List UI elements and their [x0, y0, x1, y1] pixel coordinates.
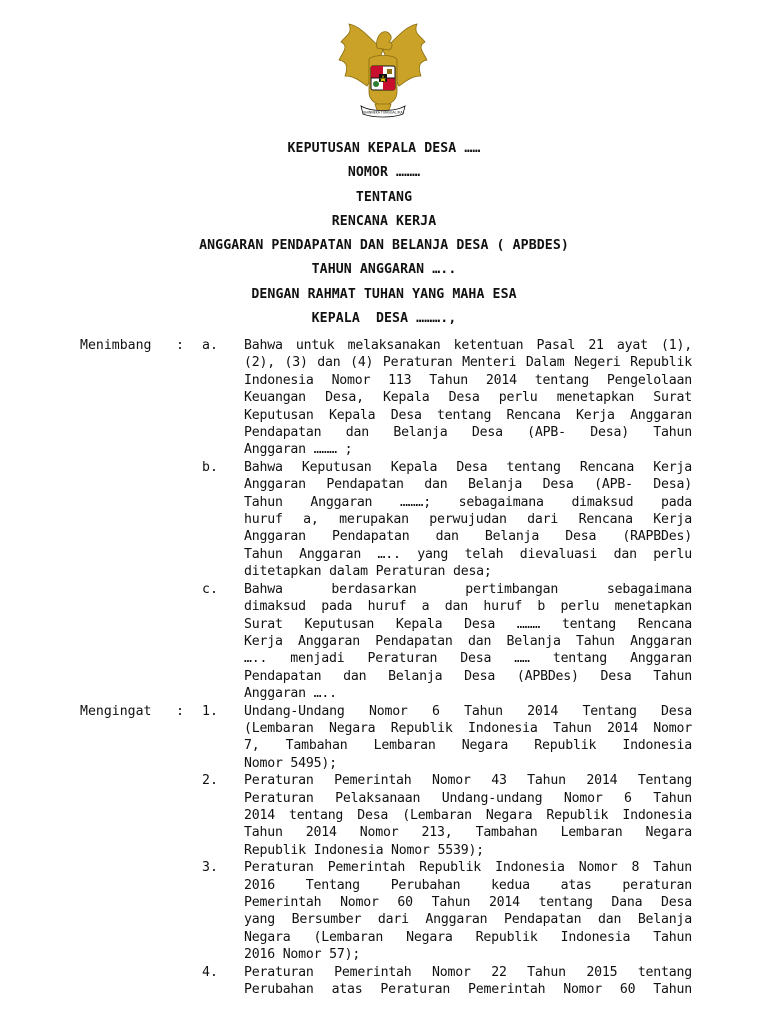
mengingat-label: Mengingat	[80, 703, 152, 719]
item-marker: 3.	[202, 860, 218, 876]
menimbang-label: Menimbang	[80, 338, 152, 353]
text-line: Anggaran …..	[244, 686, 337, 702]
text-line: Nomor 5495);	[244, 755, 337, 771]
text-line: (2), (3) dan (4) Peraturan Menteri Dalam Negeri Republik	[244, 355, 692, 371]
text-line: Tahun Anggaran ….. yang telah dievaluasi dan perlu	[244, 546, 692, 562]
menimbang-item-c	[80, 581, 692, 703]
mengingat-colon: :	[176, 703, 184, 719]
decree-title: KEPUTUSAN KEPALA DESA ……	[287, 141, 481, 156]
text-line: Indonesia Nomor 113 Tahun 2014 tentang Pengelolaan	[244, 372, 692, 388]
text-line: Negara (Lembaran Negara Republik Indonesia Tahun	[244, 929, 692, 945]
item-marker: a.	[202, 338, 218, 353]
item-text	[244, 337, 692, 459]
text-line: Pemerintah Nomor 60 Tahun 2014 tentang Dana Desa	[244, 895, 692, 910]
text-line: Perubahan atas Peraturan Pemerintah Nomor 60 Tahun	[244, 982, 692, 998]
text-line: Anggaran Pendapatan dan Belanja Desa (APB- Desa)	[244, 477, 692, 493]
emblem-motto: BHINNEKA TUNGGAL IKA	[363, 110, 403, 115]
item-marker: c.	[202, 581, 218, 597]
text-line: Bahwa untuk melaksanakan ketentuan Pasal 21 ayat (1),	[244, 338, 692, 353]
text-line: Peraturan Pemerintah Nomor 22 Tahun 2015 tentang	[244, 964, 692, 980]
text-line: Anggaran Pendapatan dan Belanja Desa (RAPBDes)	[244, 529, 692, 545]
decree-number: NOMOR ………	[347, 165, 421, 181]
menimbang-item-a	[80, 337, 692, 459]
subject-line-1: RENCANA KERJA	[331, 213, 437, 229]
mengingat-item-2	[80, 772, 692, 859]
text-line: Kerja Anggaran Pendapatan dan Belanja Tahun Anggaran	[244, 633, 692, 649]
text-line: Keuangan Desa, Kepala Desa perlu menetapkan Surat	[244, 390, 692, 406]
document-body	[80, 337, 692, 998]
text-line: Pendapatan dan Belanja Desa (APBDes) Desa Tahun	[244, 668, 692, 684]
text-line: huruf a, merupakan perwujudan dari Rencana Kerja	[244, 512, 692, 528]
fiscal-year: TAHUN ANGGARAN …..	[311, 262, 457, 278]
item-text	[244, 581, 692, 703]
menimbang-item-b	[80, 459, 692, 581]
about-label: TENTANG	[355, 189, 413, 205]
text-line: 2014 tentang Desa (Lembaran Negara Republik Indonesia	[244, 807, 692, 823]
item-marker: 1.	[202, 703, 218, 719]
text-line: dimaksud pada huruf a dan huruf b perlu menetapkan	[244, 599, 692, 615]
text-line: Peraturan Pelaksanaan Undang-undang Nomor 6 Tahun	[244, 790, 692, 806]
text-line: Bahwa Keputusan Kepala Desa tentang Rencana Kerja	[244, 459, 692, 475]
item-text	[244, 859, 692, 963]
subject-line-2: ANGGARAN PENDAPATAN DAN BELANJA DESA ( APBDES)	[199, 238, 569, 254]
text-line: 7, Tambahan Lembaran Negara Republik Indonesia	[244, 738, 692, 754]
garuda-pancasila-emblem-icon	[331, 20, 435, 124]
text-line: Anggaran ……… ;	[244, 442, 353, 458]
menimbang-colon: :	[176, 338, 184, 353]
item-text	[244, 459, 692, 581]
text-line: ….. menjadi Peraturan Desa …… tentang Anggaran	[244, 651, 692, 667]
item-text	[244, 964, 692, 999]
text-line: Keputusan Kepala Desa tentang Rencana Kerja Anggaran	[244, 407, 692, 423]
mengingat-item-3	[80, 859, 692, 963]
text-line: (Lembaran Negara Republik Indonesia Tahun 2014 Nomor	[244, 720, 692, 736]
text-line: Republik Indonesia Nomor 5539);	[244, 842, 484, 858]
mengingat-item-4	[80, 964, 692, 999]
text-line: Bahwa berdasarkan pertimbangan sebagaimana	[244, 581, 692, 597]
text-line: 2016 Nomor 57);	[244, 947, 361, 963]
item-marker: 4.	[202, 964, 218, 980]
village-head-title: KEPALA DESA ……….,	[311, 311, 457, 327]
text-line: yang Bersumber dari Anggaran Pendapatan dan Belanja	[244, 912, 692, 928]
text-line: Tahun Anggaran ………; sebagaimana dimaksud pada	[244, 494, 692, 510]
text-line: Tahun 2014 Nomor 213, Tambahan Lembaran Negara	[244, 825, 692, 841]
item-text	[244, 703, 692, 773]
text-line: Peraturan Pemerintah Nomor 43 Tahun 2014 Tentang	[244, 773, 692, 789]
item-marker: b.	[202, 459, 218, 475]
item-text	[244, 772, 692, 859]
item-marker: 2.	[202, 773, 218, 789]
mengingat-item-1	[80, 703, 692, 773]
text-line: Surat Keputusan Kepala Desa ……… tentang Rencana	[244, 616, 692, 632]
text-line: ditetapkan dalam Peraturan desa;	[244, 564, 492, 580]
document-header	[0, 137, 768, 331]
text-line: 2016 Tentang Perubahan kedua atas peraturan	[244, 877, 692, 893]
text-line: Pendapatan dan Belanja Desa (APB- Desa) Tahun	[244, 425, 692, 441]
text-line: Peraturan Pemerintah Republik Indonesia Nomor 8 Tahun	[244, 860, 692, 876]
invocation: DENGAN RAHMAT TUHAN YANG MAHA ESA	[251, 286, 517, 302]
text-line: Undang-Undang Nomor 6 Tahun 2014 Tentang Desa	[244, 703, 692, 719]
